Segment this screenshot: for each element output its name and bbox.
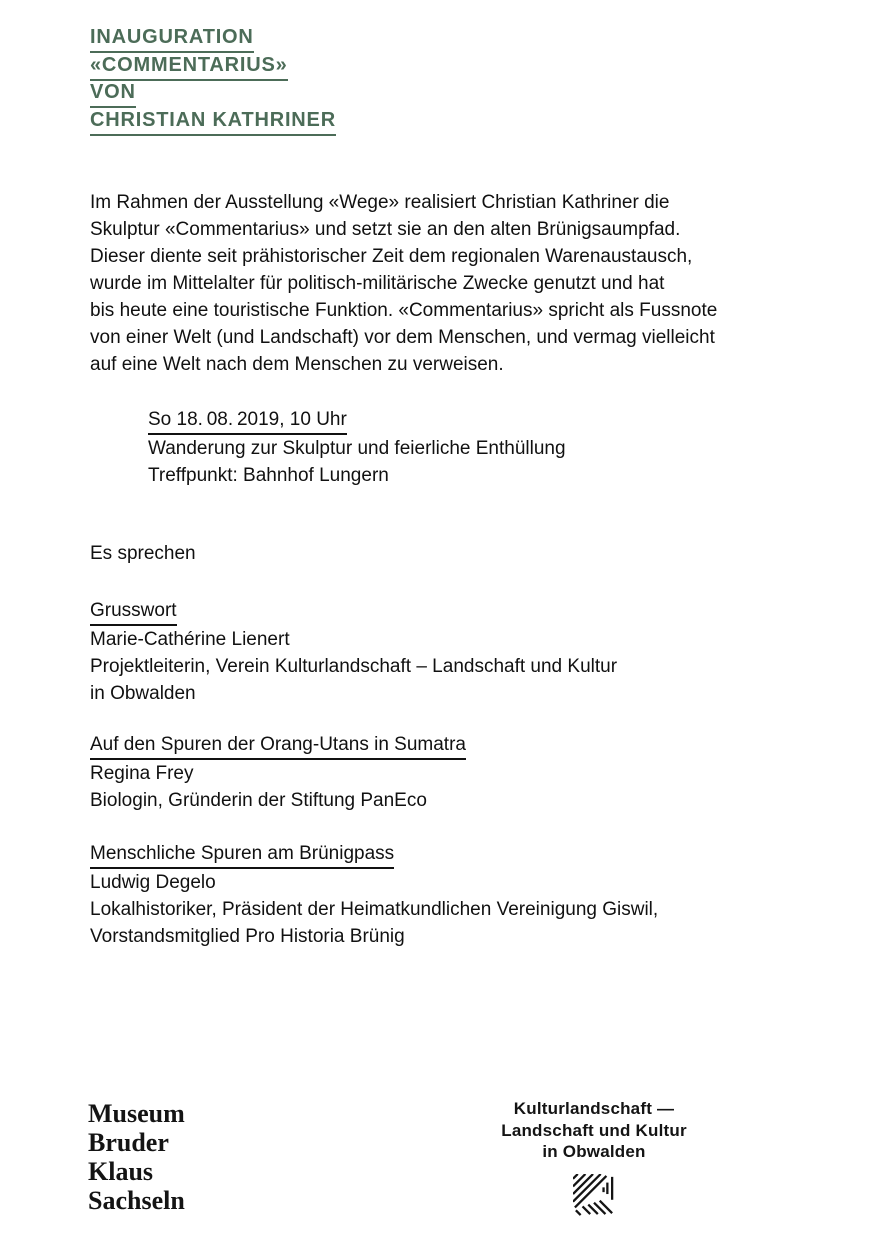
intro-line: Skulptur «Commentarius» und setzt sie an den alten Brünigsaumpfad.: [90, 219, 681, 240]
speaker-title-line: [90, 840, 658, 869]
speaker-section-bruenigpass: [90, 840, 658, 950]
speaker-section-orang-utans: [90, 731, 466, 814]
title-line: [90, 54, 336, 82]
title-line: [90, 81, 336, 109]
title-line-text: «COMMENTARIUS»: [90, 54, 288, 81]
speaker-title-line: [90, 597, 617, 626]
page-title: [90, 26, 336, 136]
title-line-text: INAUGURATION: [90, 26, 254, 53]
intro-line: bis heute eine touristische Funktion. «Commentarius» spricht als Fussnote: [90, 300, 718, 321]
speaker-role-line: Biologin, Gründerin der Stiftung PanEco: [90, 790, 427, 811]
intro-line: auf eine Welt nach dem Menschen zu verweisen.: [90, 354, 504, 375]
speaker-title-line: [90, 731, 466, 760]
event-date: So 18. 08. 2019, 10 Uhr: [148, 409, 347, 435]
museum-wordmark-line: Klaus: [88, 1157, 154, 1186]
speaker-title: Grusswort: [90, 600, 177, 626]
speaker-title: Auf den Spuren der Orang-Utans in Sumatra: [90, 734, 466, 760]
event-date-line: [148, 406, 566, 435]
event-meeting-point: Treffpunkt: Bahnhof Lungern: [148, 465, 389, 486]
organization-wordmark: [488, 1098, 700, 1221]
intro-line: wurde im Mittelalter für politisch-militärische Zwecke genutzt und hat: [90, 273, 665, 294]
title-line: [90, 26, 336, 54]
speaker-section-grusswort: [90, 597, 617, 707]
intro-line: Im Rahmen der Ausstellung «Wege» realisiert Christian Kathriner die: [90, 192, 670, 213]
title-line-text: CHRISTIAN KATHRINER: [90, 109, 336, 136]
organization-line: in Obwalden: [542, 1142, 646, 1161]
title-line: [90, 109, 336, 137]
intro-line: Dieser diente seit prähistorischer Zeit dem regionalen Warenaustausch,: [90, 246, 693, 267]
intro-paragraph: [90, 189, 717, 378]
kulturlandschaft-logo-icon: [573, 1174, 615, 1216]
museum-wordmark-line: Museum: [88, 1099, 185, 1128]
speaker-role-line: Vorstandsmitglied Pro Historia Brünig: [90, 926, 405, 947]
speaker-role-line: Lokalhistoriker, Präsident der Heimatkundlichen Vereinigung Giswil,: [90, 899, 659, 920]
speakers-heading: Es sprechen: [90, 543, 196, 564]
intro-line: von einer Welt (und Landschaft) vor dem Menschen, und vermag vielleicht: [90, 327, 715, 348]
museum-wordmark-line: Bruder: [88, 1128, 169, 1157]
speaker-role-line: Projektleiterin, Verein Kulturlandschaft – Landschaft und Kultur: [90, 656, 618, 677]
speaker-role-line: in Obwalden: [90, 683, 196, 704]
organization-line: Kulturlandschaft —: [513, 1099, 675, 1118]
speaker-name: Ludwig Degelo: [90, 872, 216, 893]
speaker-name: Regina Frey: [90, 763, 194, 784]
museum-wordmark-line: Sachseln: [88, 1186, 185, 1215]
event-activity: Wanderung zur Skulptur und feierliche Enthüllung: [148, 438, 566, 459]
event-details: [148, 406, 566, 489]
organization-line: Landschaft und Kultur: [501, 1120, 687, 1140]
speaker-name: Marie-Cathérine Lienert: [90, 629, 290, 650]
museum-wordmark: [88, 1099, 185, 1215]
speaker-title: Menschliche Spuren am Brünigpass: [90, 843, 394, 869]
title-line-text: VON: [90, 81, 136, 108]
